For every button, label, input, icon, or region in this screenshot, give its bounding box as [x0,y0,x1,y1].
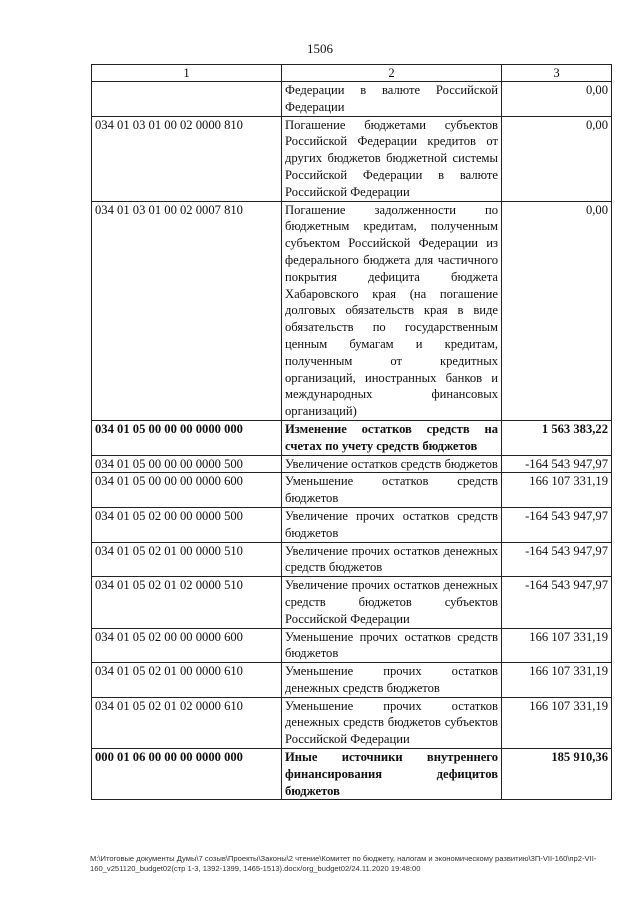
table-row [92,201,612,420]
amount-cell: 166 107 331,19 [502,663,612,698]
table-row [92,455,612,473]
amount-cell: -164 543 947,97 [502,577,612,628]
header-col-1: 1 [92,65,282,82]
budget-code-cell: 034 01 05 02 01 00 0000 510 [92,542,282,577]
table-row [92,663,612,698]
table-row [92,473,612,508]
budget-code-cell: 034 01 05 02 01 02 0000 510 [92,577,282,628]
table-row [92,507,612,542]
budget-code-cell: 034 01 03 01 00 02 0000 810 [92,116,282,201]
item-name-cell: Увеличение прочих остатков средств бюджетов [282,507,502,542]
amount-cell: 1 563 383,22 [502,420,612,455]
table-row [92,628,612,663]
table-row [92,420,612,455]
budget-code-cell: 034 01 05 02 00 00 0000 500 [92,507,282,542]
budget-code-cell: 034 01 05 02 01 00 0000 610 [92,663,282,698]
item-name-cell: Погашение задолженности по бюджетным кредитам, полученным субъектом Российской Федерации из федерального бюджета для частичного покрытия дефицита бюджета Хабаровского края (на погашение долговых обязательств края в виде обязательств по государственным ценным бумагам и кредитам, полученным от кредитных организаций, иностранных банков и международных финансовых организаций) [282,201,502,420]
amount-cell: -164 543 947,97 [502,542,612,577]
item-name-cell: Погашение бюджетами субъектов Российской Федерации кредитов от других бюджетов бюджетной системы Российской Федерации в валюте Российской Федерации [282,116,502,201]
header-col-3: 3 [502,65,612,82]
budget-code-cell [92,82,282,117]
item-name-cell: Федерации в валюте Российской Федерации [282,82,502,117]
budget-code-cell: 034 01 05 00 00 00 0000 500 [92,455,282,473]
page-number: 1506 [307,41,333,56]
item-name-cell: Увеличение остатков средств бюджетов [282,455,502,473]
table-header-row [92,65,612,82]
item-name-cell: Увеличение прочих остатков денежных средств бюджетов [282,542,502,577]
item-name-cell: Увеличение прочих остатков денежных средств бюджетов субъектов Российской Федерации [282,577,502,628]
budget-sources-table [91,64,612,800]
budget-code-cell: 034 01 05 00 00 00 0000 600 [92,473,282,508]
budget-code-cell: 000 01 06 00 00 00 0000 000 [92,749,282,800]
budget-code-cell: 034 01 05 02 01 02 0000 610 [92,697,282,748]
table-row [92,116,612,201]
table-row [92,577,612,628]
header-col-2: 2 [282,65,502,82]
budget-code-cell: 034 01 05 00 00 00 0000 000 [92,420,282,455]
amount-cell: 166 107 331,19 [502,473,612,508]
amount-cell: 166 107 331,19 [502,697,612,748]
item-name-cell: Уменьшение прочих остатков средств бюджетов [282,628,502,663]
amount-cell: 0,00 [502,116,612,201]
amount-cell: 0,00 [502,82,612,117]
file-path-footer: M:\Итоговые документы Думы\7 созыв\Проекты\Законы\2 чтение\Комитет по бюджету, налогам и экономическому развитию\3П-VII-160\пр2-VII-160_v251120_budget02(стр 1-3, 1392-1399, 1465-1513).docx/org_budget02/24.11.2020 19:48:00 [90,854,597,873]
amount-cell: -164 543 947,97 [502,455,612,473]
amount-cell: 185 910,36 [502,749,612,800]
table-row [92,697,612,748]
amount-cell: 166 107 331,19 [502,628,612,663]
amount-cell: 0,00 [502,201,612,420]
budget-code-cell: 034 01 03 01 00 02 0007 810 [92,201,282,420]
budget-code-cell: 034 01 05 02 00 00 0000 600 [92,628,282,663]
item-name-cell: Уменьшение остатков средств бюджетов [282,473,502,508]
amount-cell: -164 543 947,97 [502,507,612,542]
item-name-cell: Уменьшение прочих остатков денежных средств бюджетов [282,663,502,698]
item-name-cell: Уменьшение прочих остатков денежных средств бюджетов субъектов Российской Федерации [282,697,502,748]
table-row [92,749,612,800]
item-name-cell: Изменение остатков средств на счетах по учету средств бюджетов [282,420,502,455]
table-row [92,82,612,117]
table-row [92,542,612,577]
item-name-cell: Иные источники внутреннего финансирования дефицитов бюджетов [282,749,502,800]
